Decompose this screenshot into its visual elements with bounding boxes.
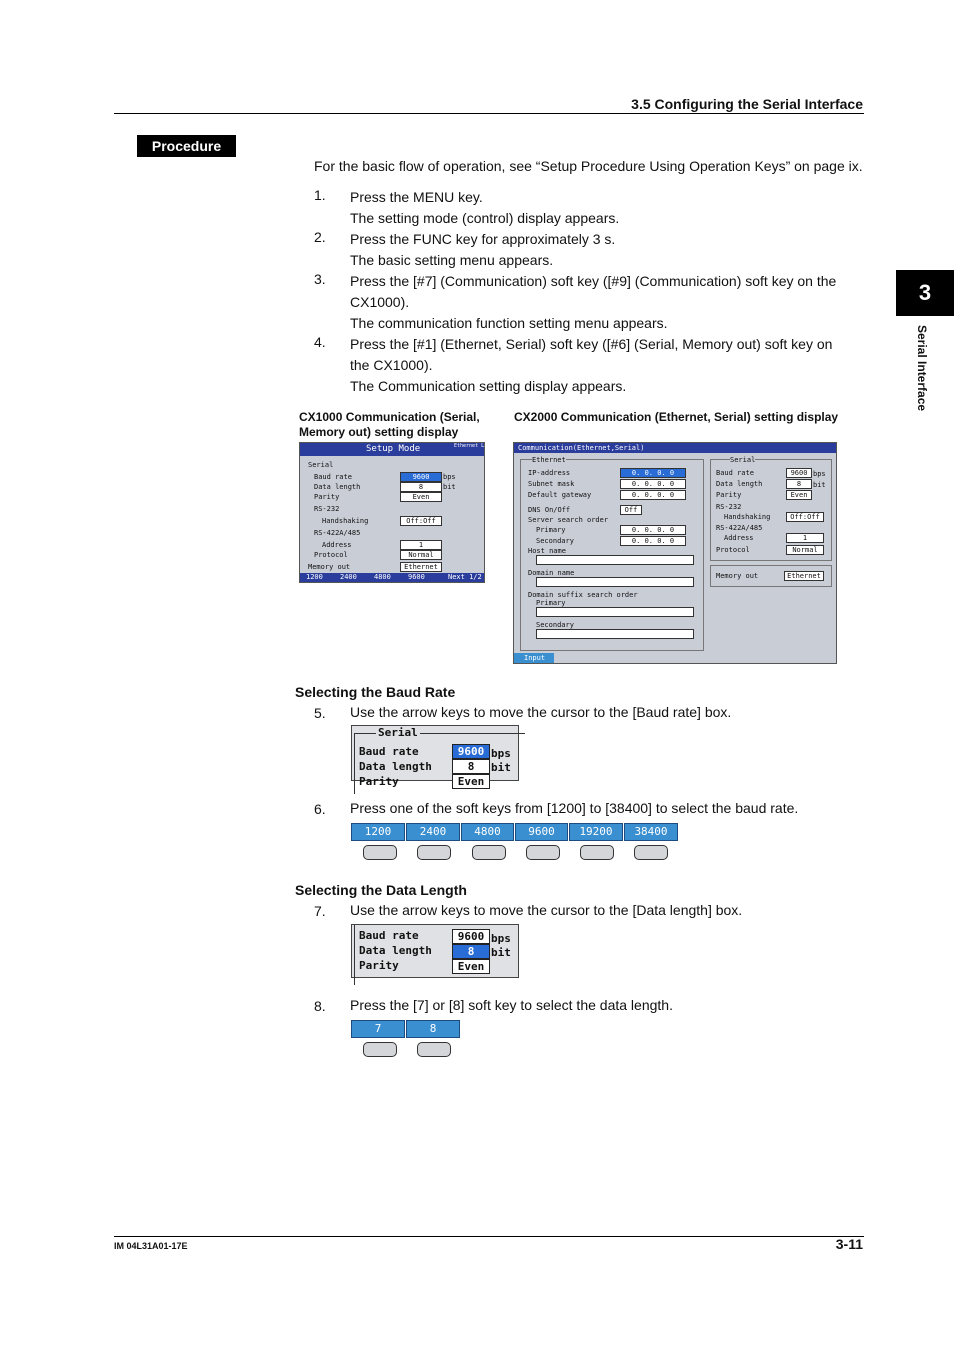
bit-unit: bit — [443, 483, 456, 491]
baud-rate-field[interactable]: 9600 — [786, 468, 812, 478]
input-softkey-label: Input — [524, 654, 546, 662]
step-number: 7. — [314, 903, 326, 919]
ethernet-label: Ethernet — [532, 456, 566, 464]
parity-label: Parity — [359, 775, 399, 788]
hardware-softkey-button[interactable] — [417, 1042, 451, 1057]
screen-title-bar — [514, 443, 836, 453]
step-line: CX1000). — [350, 294, 410, 310]
domain-name-field[interactable] — [536, 577, 694, 587]
intro-text: For the basic flow of operation, see “Setup Procedure Using Operation Keys” on page ix. — [314, 158, 863, 174]
page-number: 3-11 — [835, 1236, 863, 1252]
handshaking-label: Handshaking — [724, 513, 771, 521]
ip-address-label: IP-address — [528, 469, 571, 477]
ethernet-link-badge: Ethernet Link — [454, 443, 494, 449]
hardware-softkey-button[interactable] — [363, 845, 397, 860]
softkey-label[interactable]: 9600 — [408, 573, 425, 581]
screen-title: Setup Mode — [366, 444, 421, 454]
next-page-softkey[interactable]: Next 1/2 — [448, 573, 482, 581]
bps-unit: bps — [443, 473, 456, 481]
step-line: The basic setting menu appears. — [350, 252, 554, 268]
step-line: Press the [#1] (Ethernet, Serial) soft key ([#6] (Serial, Memory out) soft key on — [350, 336, 833, 352]
parity-field[interactable]: Even — [786, 490, 812, 500]
step-number: 8. — [314, 998, 326, 1014]
step-line: Press the MENU key. — [350, 189, 483, 205]
protocol-label: Protocol — [716, 546, 750, 554]
step-number: 5. — [314, 705, 326, 721]
step-number: 4. — [314, 334, 326, 350]
baud-section-title: Selecting the Baud Rate — [295, 684, 456, 700]
softkey-19200[interactable]: 19200 — [569, 823, 623, 841]
softkey-bar — [300, 573, 484, 582]
header-rule — [114, 113, 864, 114]
length-section-title: Selecting the Data Length — [295, 882, 467, 898]
host-name-field[interactable] — [536, 555, 694, 565]
parity-field[interactable]: Even — [452, 959, 490, 974]
handshaking-label: Handshaking — [322, 517, 369, 525]
ip-address-field[interactable]: 0. 0. 0. 0 — [620, 468, 686, 478]
protocol-field[interactable]: Normal — [786, 545, 824, 555]
softkey-38400[interactable]: 38400 — [624, 823, 678, 841]
handshaking-field[interactable]: Off:Off — [786, 512, 824, 522]
gateway-field[interactable]: 0. 0. 0. 0 — [620, 490, 686, 500]
softkey-8[interactable]: 8 — [406, 1020, 460, 1038]
serial-label: Serial — [730, 456, 756, 464]
baud-rate-field[interactable]: 9600 — [452, 929, 490, 944]
data-length-label: Data length — [716, 480, 763, 488]
procedure-badge: Procedure — [137, 135, 236, 157]
step-5-text: Use the arrow keys to move the cursor to the [Baud rate] box. — [350, 704, 732, 720]
protocol-field[interactable]: Normal — [400, 550, 442, 560]
hardware-softkey-button[interactable] — [472, 845, 506, 860]
hardware-softkey-button[interactable] — [363, 1042, 397, 1057]
parity-field[interactable]: Even — [452, 774, 490, 789]
step-number: 3. — [314, 271, 326, 287]
rs232-label: RS-232 — [314, 505, 340, 513]
caption-line: Memory out) setting display — [299, 425, 459, 439]
bit-unit: bit — [491, 761, 511, 774]
step-line: Press the FUNC key for approximately 3 s. — [350, 231, 616, 247]
baud-zoom-panel — [351, 725, 519, 788]
softkey-4800[interactable]: 4800 — [461, 823, 514, 841]
primary-label: Primary — [536, 526, 566, 534]
subnet-mask-label: Subnet mask — [528, 480, 575, 488]
gateway-label: Default gateway — [528, 491, 592, 499]
softkey-label[interactable]: 2400 — [340, 573, 357, 581]
step-number: 1. — [314, 187, 326, 203]
step-6-text: Press one of the soft keys from [1200] to [38400] to select the baud rate. — [350, 800, 799, 816]
memory-out-field[interactable]: Ethernet — [400, 562, 442, 572]
parity-label: Parity — [716, 491, 742, 499]
suffix-secondary-label: Secondary — [536, 621, 574, 629]
baud-rate-label: Baud rate — [314, 473, 352, 481]
screen-title-bar — [300, 443, 494, 456]
bit-unit: bit — [491, 946, 511, 959]
length-zoom-panel — [351, 924, 519, 978]
step-line: The Communication setting display appears. — [350, 378, 627, 394]
step-line: the CX1000). — [350, 357, 433, 373]
suffix-primary-label: Primary — [536, 599, 566, 607]
baud-rate-field[interactable]: 9600 — [400, 472, 442, 482]
subnet-mask-field[interactable]: 0. 0. 0. 0 — [620, 479, 686, 489]
rs422-label: RS-422A/485 — [716, 524, 763, 532]
baud-rate-label: Baud rate — [716, 469, 754, 477]
step-line: The communication function setting menu appears. — [350, 315, 668, 331]
document-id: IM 04L31A01-17E — [114, 1241, 188, 1251]
data-length-label: Data length — [314, 483, 361, 491]
bps-unit: bps — [813, 470, 826, 478]
domain-suffix-label: Domain suffix search order — [528, 591, 638, 599]
serial-label: Serial — [308, 461, 334, 469]
primary-dns-field[interactable]: 0. 0. 0. 0 — [620, 525, 686, 535]
bit-unit: bit — [813, 481, 826, 489]
parity-label: Parity — [314, 493, 340, 501]
protocol-label: Protocol — [314, 551, 348, 559]
data-length-label: Data length — [359, 760, 432, 773]
caption-line: CX1000 Communication (Serial, — [299, 410, 480, 424]
memory-out-label: Memory out — [716, 572, 759, 580]
hardware-softkey-button[interactable] — [634, 845, 668, 860]
data-length-field[interactable]: 8 — [452, 944, 490, 959]
dns-field[interactable]: Off — [620, 505, 642, 515]
softkey-1200[interactable]: 1200 — [351, 823, 405, 841]
softkey-2400[interactable]: 2400 — [406, 823, 460, 841]
data-length-field[interactable]: 8 — [452, 759, 490, 774]
baud-rate-label: Baud rate — [359, 929, 419, 942]
bps-unit: bps — [491, 932, 511, 945]
softkey-label[interactable]: 4800 — [374, 573, 391, 581]
cx2000-screen — [513, 442, 837, 664]
softkey-7[interactable]: 7 — [351, 1020, 405, 1038]
address-field[interactable]: 1 — [786, 533, 824, 543]
step-line: Press the [#7] (Communication) soft key ([#9] (Communication) soft key on the — [350, 273, 837, 289]
input-softkey[interactable] — [514, 653, 554, 663]
address-label: Address — [322, 541, 352, 549]
step-number: 6. — [314, 801, 326, 817]
parity-field[interactable]: Even — [400, 492, 442, 502]
suffix-primary-field[interactable] — [536, 607, 694, 617]
data-length-label: Data length — [359, 944, 432, 957]
hardware-softkey-button[interactable] — [526, 845, 560, 860]
handshaking-field[interactable]: Off:Off — [400, 516, 442, 526]
secondary-dns-field[interactable]: 0. 0. 0. 0 — [620, 536, 686, 546]
cx1000-caption — [299, 410, 480, 440]
rs422-label: RS-422A/485 — [314, 529, 361, 537]
host-name-label: Host name — [528, 547, 566, 555]
data-length-field[interactable]: 8 — [400, 482, 442, 492]
screen-title: Communication(Ethernet,Serial) — [518, 444, 645, 452]
hardware-softkey-button[interactable] — [417, 845, 451, 860]
baud-rate-field[interactable]: 9600 — [452, 744, 490, 759]
step-number: 2. — [314, 229, 326, 245]
memory-out-label: Memory out — [308, 563, 351, 571]
softkey-9600[interactable]: 9600 — [515, 823, 568, 841]
footer-rule — [114, 1236, 864, 1237]
data-length-field[interactable]: 8 — [786, 479, 812, 489]
serial-label: Serial — [378, 726, 418, 739]
secondary-label: Secondary — [536, 537, 574, 545]
parity-label: Parity — [359, 959, 399, 972]
hardware-softkey-button[interactable] — [580, 845, 614, 860]
dns-label: DNS On/Off — [528, 506, 571, 514]
baud-rate-label: Baud rate — [359, 745, 419, 758]
chapter-tab: 3 — [896, 270, 954, 316]
rs232-label: RS-232 — [716, 503, 742, 511]
softkey-label[interactable]: 1200 — [306, 573, 323, 581]
chapter-label: Serial Interface — [915, 325, 929, 412]
step-8-text: Press the [7] or [8] soft key to select the data length. — [350, 997, 673, 1013]
step-line: The setting mode (control) display appears. — [350, 210, 620, 226]
step-7-text: Use the arrow keys to move the cursor to the [Data length] box. — [350, 902, 743, 918]
server-order-label: Server search order — [528, 516, 609, 524]
address-label: Address — [724, 534, 754, 542]
suffix-secondary-field[interactable] — [536, 629, 694, 639]
cx1000-screen — [299, 442, 494, 583]
section-header-title: 3.5 Configuring the Serial Interface — [631, 96, 863, 112]
domain-name-label: Domain name — [528, 569, 575, 577]
memory-out-field[interactable]: Ethernet — [784, 571, 824, 581]
address-field[interactable]: 1 — [400, 540, 442, 550]
cx2000-caption: CX2000 Communication (Ethernet, Serial) setting display — [514, 410, 839, 424]
bps-unit: bps — [491, 747, 511, 760]
